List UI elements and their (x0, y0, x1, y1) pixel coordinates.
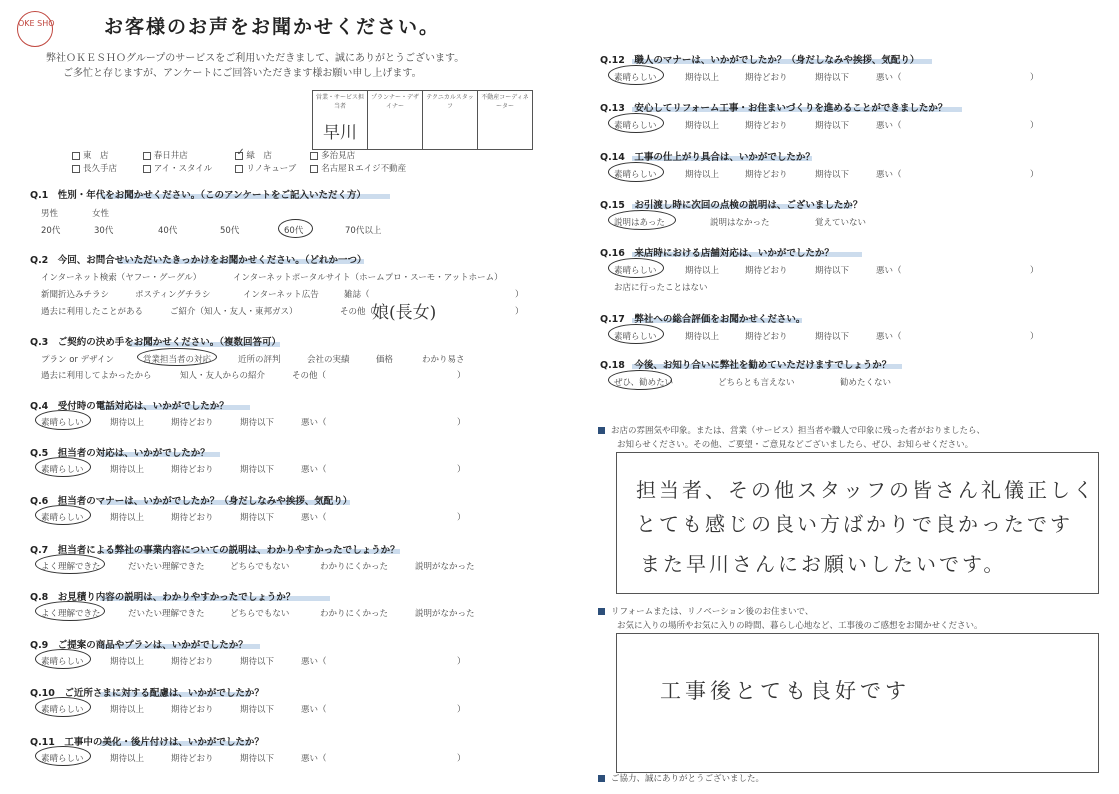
q2-opt-magazine-close: ） (515, 290, 524, 300)
store-row-1 (72, 146, 356, 161)
q10-opt-5: ） (457, 705, 466, 715)
q16-opt-2[interactable]: 期待どおり (745, 266, 788, 276)
q15-opt-0[interactable]: 説明はあった (614, 218, 665, 228)
comment1-prompt-2: お知らせください。その他、ご要望・ご意見などございましたら、ぜひ、お知らせください。 (617, 440, 974, 450)
q6-opt-5: ） (457, 513, 466, 523)
q17-opt-5: ） (1030, 332, 1039, 342)
q12-opt-2[interactable]: 期待どおり (745, 73, 788, 83)
q12-opt-0[interactable]: 素晴らしい (614, 73, 657, 83)
q18-selected-circle (608, 370, 672, 390)
q16-extra-opt[interactable]: お店に行ったことはない (614, 283, 708, 293)
q9-opt-4[interactable]: 悪い（ (301, 657, 327, 667)
intro-line-2: ご多忙と存じますが、アンケートにご回答いただきます様お願い申し上げます。 (63, 68, 422, 79)
q9-opt-0[interactable]: 素晴らしい (41, 657, 84, 667)
q2-opt-referral[interactable]: ご紹介（知人・友人・東邦ガス） (170, 307, 298, 317)
store-kasugai[interactable]: 春日井店 (143, 149, 233, 161)
q13-opt-4[interactable]: 悪い（ (876, 121, 902, 131)
q11-label: Q.11 工事中の美化・後片付けは、いかがでしたか？ (30, 737, 264, 748)
comment1-handwritten-3: また早川さんにお願いしたいです。 (640, 552, 1007, 576)
q11-opt-3[interactable]: 期待以下 (240, 754, 275, 764)
q3-opt-plan[interactable]: プラン or デザイン (41, 355, 115, 365)
q12-selected-circle (608, 65, 664, 85)
q8-opt-1[interactable]: だいたい理解できた (128, 609, 205, 619)
q9-label: Q.9 ご提案の商品やプランは、いかがでしたか？ (30, 640, 248, 651)
q9-opt-3[interactable]: 期待以下 (240, 657, 275, 667)
q2-label: Q.2 今回、お問合せいただいたきっかけをお聞かせください。（どれか一つ） (30, 255, 367, 266)
q4-selected-circle (35, 410, 91, 430)
q11-opt-5: ） (457, 754, 466, 764)
q15-opt-2[interactable]: 覚えていない (815, 218, 867, 228)
company-logo-stamp: OKE SHO (17, 11, 53, 47)
q9-opt-1[interactable]: 期待以上 (110, 657, 145, 667)
q18-opt-1[interactable]: どちらとも言えない (718, 378, 795, 388)
q7-opt-2[interactable]: どちらでもない (230, 562, 290, 572)
q7-opt-4[interactable]: 説明がなかった (415, 562, 475, 572)
q6-label: Q.6 担当者のマナーは、いかがでしたか？（身だしなみや挨拶、気配り） (30, 496, 353, 507)
q1-age-70[interactable]: 70代以上 (345, 226, 382, 236)
q17-opt-1[interactable]: 期待以上 (685, 332, 720, 342)
q4-opt-0[interactable]: 素晴らしい (41, 418, 84, 428)
q8-label: Q.8 お見積り内容の説明は、わかりやすかったでしょうか？ (30, 592, 296, 603)
q5-opt-1[interactable]: 期待以上 (110, 465, 145, 475)
comment2-prompt-2: お気に入りの場所やお気に入りの時間、暮らし心地など、工事後のご感想をお聞かせください。 (617, 621, 983, 631)
q16-opt-5: ） (1030, 266, 1039, 276)
q16-opt-1[interactable]: 期待以上 (685, 266, 720, 276)
footer-thanks: ご協力、誠にありがとうございました。 (598, 772, 764, 784)
q7-opt-3[interactable]: わかりにくかった (320, 562, 389, 572)
q4-opt-3[interactable]: 期待以下 (240, 418, 275, 428)
store-nagoya-rage[interactable]: 名古屋Ｒエイジ不動産 (310, 164, 406, 174)
q9-selected-circle (35, 649, 91, 669)
q8-opt-4[interactable]: 説明がなかった (415, 609, 475, 619)
q14-label: Q.14 工事の仕上がり具合は、いかがでしたか？ (600, 152, 815, 163)
store-midori[interactable]: ✓ 緑 店 (236, 146, 272, 161)
staff-table (312, 90, 533, 150)
q5-opt-4[interactable]: 悪い（ (301, 465, 327, 475)
store-row-2 (72, 162, 406, 174)
q16-opt-0[interactable]: 素晴らしい (614, 266, 657, 276)
q4-opt-4[interactable]: 悪い（ (301, 418, 327, 428)
q6-opt-2[interactable]: 期待どおり (171, 513, 214, 523)
q5-opt-3[interactable]: 期待以下 (240, 465, 275, 475)
q9-opt-2[interactable]: 期待どおり (171, 657, 214, 667)
q3-opt-past[interactable]: 過去に利用してよかったから (41, 371, 152, 381)
q5-selected-circle (35, 457, 91, 477)
q14-opt-4[interactable]: 悪い（ (876, 170, 902, 180)
q3-label: Q.3 ご契約の決め手をお聞かせください。（複数回答可） (30, 337, 282, 348)
q3-opt-friend[interactable]: 知人・友人からの紹介 (180, 371, 266, 381)
q5-opt-2[interactable]: 期待どおり (171, 465, 214, 475)
staff-header-planner: プランナー・デザイナー (370, 94, 419, 110)
q17-opt-3[interactable]: 期待以下 (815, 332, 850, 342)
q5-label: Q.5 担当者の対応は、いかがでしたか？ (30, 448, 210, 459)
q3-opt-record[interactable]: 会社の実績 (307, 355, 350, 365)
q8-opt-0[interactable]: よく理解できた (41, 609, 101, 619)
q6-opt-3[interactable]: 期待以下 (240, 513, 275, 523)
q8-selected-circle (35, 601, 105, 621)
q10-opt-1[interactable]: 期待以上 (110, 705, 145, 715)
staff-name-handwritten: 早川 (323, 123, 357, 143)
q7-selected-circle (35, 554, 105, 574)
q13-opt-1[interactable]: 期待以上 (685, 121, 720, 131)
comment2-handwritten: 工事後とても良好です (660, 679, 910, 703)
q12-label: Q.12 職人のマナーは、いかがでしたか？（身だしなみや挨拶、気配り） (600, 55, 920, 66)
q12-opt-3[interactable]: 期待以下 (815, 73, 850, 83)
q10-selected-circle (35, 697, 91, 717)
q1-gender-male[interactable]: 男性 (41, 209, 59, 219)
q10-opt-3[interactable]: 期待以下 (240, 705, 275, 715)
q14-opt-5: ） (1030, 170, 1039, 180)
q6-opt-0[interactable]: 素晴らしい (41, 513, 84, 523)
q7-opt-1[interactable]: だいたい理解できた (128, 562, 205, 572)
store-renocube[interactable]: リノキューブ (235, 162, 307, 174)
q2-opt-search[interactable]: インターネット検索（ヤフー・グーグル） (41, 273, 202, 283)
q18-opt-0[interactable]: ぜひ、勧めたい (614, 378, 674, 388)
q2-other-handwritten: 娘(長女) (372, 303, 437, 323)
q14-opt-2[interactable]: 期待どおり (745, 170, 788, 180)
intro-line-1: 弊社ＯＫＥＳＨＯグループのサービスをご利用いただきまして、誠にありがとうございます。 (46, 53, 465, 64)
q1-age-30[interactable]: 30代 (94, 226, 114, 236)
q6-opt-1[interactable]: 期待以上 (110, 513, 145, 523)
page-title: お客様のお声をお聞かせください。 (104, 16, 441, 38)
q4-opt-5: ） (457, 418, 466, 428)
q1-selected-circle (278, 219, 313, 238)
q8-opt-3[interactable]: わかりにくかった (320, 609, 389, 619)
q14-opt-3[interactable]: 期待以下 (815, 170, 850, 180)
q11-opt-4[interactable]: 悪い（ (301, 754, 327, 764)
q16-selected-circle (608, 258, 664, 278)
comment1-prompt-1: お店の雰囲気や印象。または、営業（サービス）担当者や職人で印象に残った者がおりましたら、 (598, 424, 985, 436)
q17-selected-circle (608, 324, 664, 344)
q3-selected-circle (137, 348, 217, 366)
q2-opt-portal[interactable]: インターネットポータルサイト（ホームプロ・スーモ・アットホーム） (233, 273, 503, 283)
q6-selected-circle (35, 505, 91, 525)
q16-label: Q.16 来店時における店舗対応は、いかがでしたか？ (600, 248, 834, 259)
q11-opt-2[interactable]: 期待どおり (171, 754, 214, 764)
q16-opt-4[interactable]: 悪い（ (876, 266, 902, 276)
q10-label: Q.10 ご近所さまに対する配慮は、いかがでしたか？ (30, 688, 264, 699)
q9-opt-5: ） (457, 657, 466, 667)
q15-selected-circle (608, 210, 676, 230)
q12-opt-1[interactable]: 期待以上 (685, 73, 720, 83)
q6-opt-4[interactable]: 悪い（ (301, 513, 327, 523)
q7-opt-0[interactable]: よく理解できた (41, 562, 101, 572)
comment1-handwritten-2: とても感じの良い方ばかりで良かったです (636, 512, 1073, 536)
q5-opt-5: ） (457, 465, 466, 475)
q18-label: Q.18 今後、お知り合いに弊社を勧めていただけますでしょうか？ (600, 360, 892, 371)
q3-opt-price[interactable]: 価格 (376, 355, 394, 365)
q1-age-60[interactable]: 60代 (284, 226, 304, 236)
q3-opt-other[interactable]: その他（ (292, 371, 327, 381)
store-higashi[interactable]: 東 店 (72, 149, 140, 161)
q4-opt-1[interactable]: 期待以上 (110, 418, 145, 428)
q2-opt-other-close: ） (515, 307, 524, 317)
q17-opt-0[interactable]: 素晴らしい (614, 332, 657, 342)
q1-age-20[interactable]: 20代 (41, 226, 61, 236)
comment1-handwritten-1: 担当者、その他スタッフの皆さん礼儀正しく (636, 478, 1096, 502)
q16-opt-3[interactable]: 期待以下 (815, 266, 850, 276)
q11-opt-0[interactable]: 素晴らしい (41, 754, 84, 764)
q3-opt-sales[interactable]: 営業担当者の対応 (143, 355, 212, 365)
q5-opt-0[interactable]: 素晴らしい (41, 465, 84, 475)
q7-label: Q.7 担当者による弊社の事業内容についての説明は、わかりやすかったでしょうか？ (30, 545, 400, 556)
store-nagakute[interactable]: 長久手店 (72, 162, 140, 174)
q17-opt-2[interactable]: 期待どおり (745, 332, 788, 342)
q12-opt-5: ） (1030, 73, 1039, 83)
q2-opt-past[interactable]: 過去に利用したことがある (41, 307, 144, 317)
q14-selected-circle (608, 162, 664, 182)
q3-opt-reputation[interactable]: 近所の評判 (238, 355, 281, 365)
q1-gender-female[interactable]: 女性 (92, 209, 110, 219)
staff-header-technical: テクニカルスタッフ (426, 94, 474, 110)
q4-label: Q.4 受付時の電話対応は、いかがでしたか？ (30, 401, 229, 412)
q13-selected-circle (608, 113, 664, 133)
q3-opt-other-close: ） (457, 371, 466, 381)
q15-label: Q.15 お引渡し時に次回の点検の説明は、ございましたか？ (600, 200, 863, 211)
q1-label: Q.1 性別・年代をお聞かせください。（このアンケートをご記入いただく方） (30, 190, 366, 201)
q1-age-50[interactable]: 50代 (220, 226, 240, 236)
q13-label: Q.13 安心してリフォーム工事・お住まいづくりを進めることができましたか？ (600, 103, 948, 114)
q13-opt-2[interactable]: 期待どおり (745, 121, 788, 131)
q2-opt-magazine[interactable]: 雑誌（ (344, 290, 370, 300)
comment2-prompt-1: リフォームまたは、リノベーション後のお住まいで、 (598, 605, 813, 617)
q10-opt-2[interactable]: 期待どおり (171, 705, 214, 715)
q14-opt-0[interactable]: 素晴らしい (614, 170, 657, 180)
q14-opt-1[interactable]: 期待以上 (685, 170, 720, 180)
q2-opt-posting[interactable]: ポスティングチラシ (135, 290, 211, 300)
q11-selected-circle (35, 746, 91, 766)
q10-opt-0[interactable]: 素晴らしい (41, 705, 84, 715)
q11-opt-1[interactable]: 期待以上 (110, 754, 145, 764)
q15-opt-1[interactable]: 説明はなかった (710, 218, 770, 228)
q8-opt-2[interactable]: どちらでもない (230, 609, 290, 619)
q13-opt-0[interactable]: 素晴らしい (614, 121, 657, 131)
q2-opt-other[interactable]: その他（ (340, 307, 375, 317)
q12-opt-4[interactable]: 悪い（ (876, 73, 902, 83)
store-istyle[interactable]: アイ・スタイル (143, 162, 233, 174)
q2-opt-newspaper[interactable]: 新聞折込みチラシ (41, 290, 110, 300)
q1-age-40[interactable]: 40代 (158, 226, 178, 236)
q10-opt-4[interactable]: 悪い（ (301, 705, 327, 715)
staff-header-sales: 営業・サービス担当者 (315, 94, 364, 110)
q17-label: Q.17 弊社への総合評価をお聞かせください。 (600, 314, 806, 325)
q13-opt-3[interactable]: 期待以下 (815, 121, 850, 131)
staff-header-realestate: 不動産コーディネーター (481, 94, 529, 110)
q13-opt-5: ） (1030, 121, 1039, 131)
q2-opt-netad[interactable]: インターネット広告 (243, 290, 319, 300)
q17-opt-4[interactable]: 悪い（ (876, 332, 902, 342)
q4-opt-2[interactable]: 期待どおり (171, 418, 214, 428)
store-tajimi[interactable]: 多治見店 (310, 151, 355, 161)
q3-opt-clarity[interactable]: わかり易さ (422, 355, 465, 365)
q18-opt-2[interactable]: 勧めたくない (840, 378, 892, 388)
